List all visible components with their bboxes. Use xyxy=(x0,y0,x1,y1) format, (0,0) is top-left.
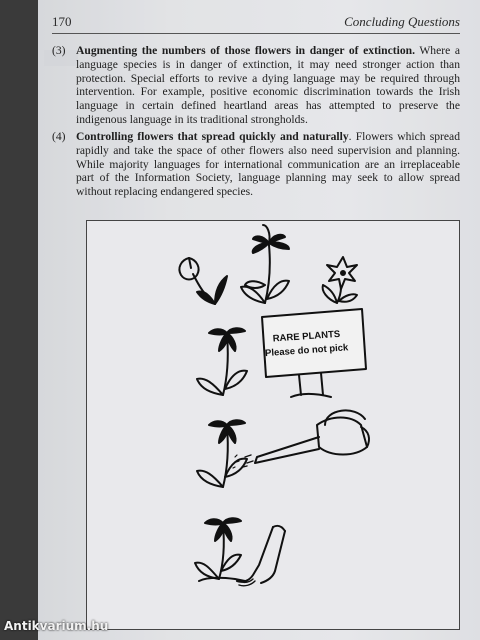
watered-flower xyxy=(197,420,247,487)
list-item-4 xyxy=(52,130,460,199)
tulip-flower xyxy=(179,258,227,304)
tended-flower xyxy=(195,518,245,581)
header-rule xyxy=(52,33,460,34)
watermark: Antikvarium.hu xyxy=(4,619,109,633)
watering-can-icon xyxy=(233,410,369,468)
star-flower xyxy=(323,257,357,303)
drooping-flower xyxy=(197,328,247,395)
rare-plants-sign xyxy=(262,309,366,397)
item-body xyxy=(76,130,460,199)
flower-illustration xyxy=(86,220,460,630)
item-number: (3) xyxy=(52,44,66,57)
item-text: Where a language species is in danger of extinction, it may need stronger action than protection. Special efforts to revive a dying language may be required through intervention. For example, positive economic discrimination towards the Irish language in certain defined heartland areas has attempted to preserve the indigenous language in its traditional strongholds. xyxy=(76,44,460,126)
item-heading: Augmenting the numbers of those flowers in danger of extinction. xyxy=(76,44,415,57)
sign-title: RARE PLANTS xyxy=(272,328,341,345)
page-number: 170 xyxy=(52,14,72,29)
item-text: . Flowers which spread rapidly and take the space of other flowers also need supervision and planning. While majority languages for international communication are an irreplaceable part of the Information Society, language planning may seek to allow spread without replacing endangered species. xyxy=(76,130,460,199)
illustration-svg xyxy=(87,221,459,629)
item-number: (4) xyxy=(52,130,66,143)
page-header xyxy=(52,14,460,32)
running-head: Concluding Questions xyxy=(344,14,460,29)
list-item-3 xyxy=(52,44,460,127)
item-body xyxy=(76,44,460,127)
item-heading: Controlling flowers that spread quickly and naturally xyxy=(76,130,349,143)
sign-subtitle: Please do not pick xyxy=(264,342,349,360)
daisy-flower xyxy=(241,225,289,303)
hand-icon xyxy=(237,526,285,586)
